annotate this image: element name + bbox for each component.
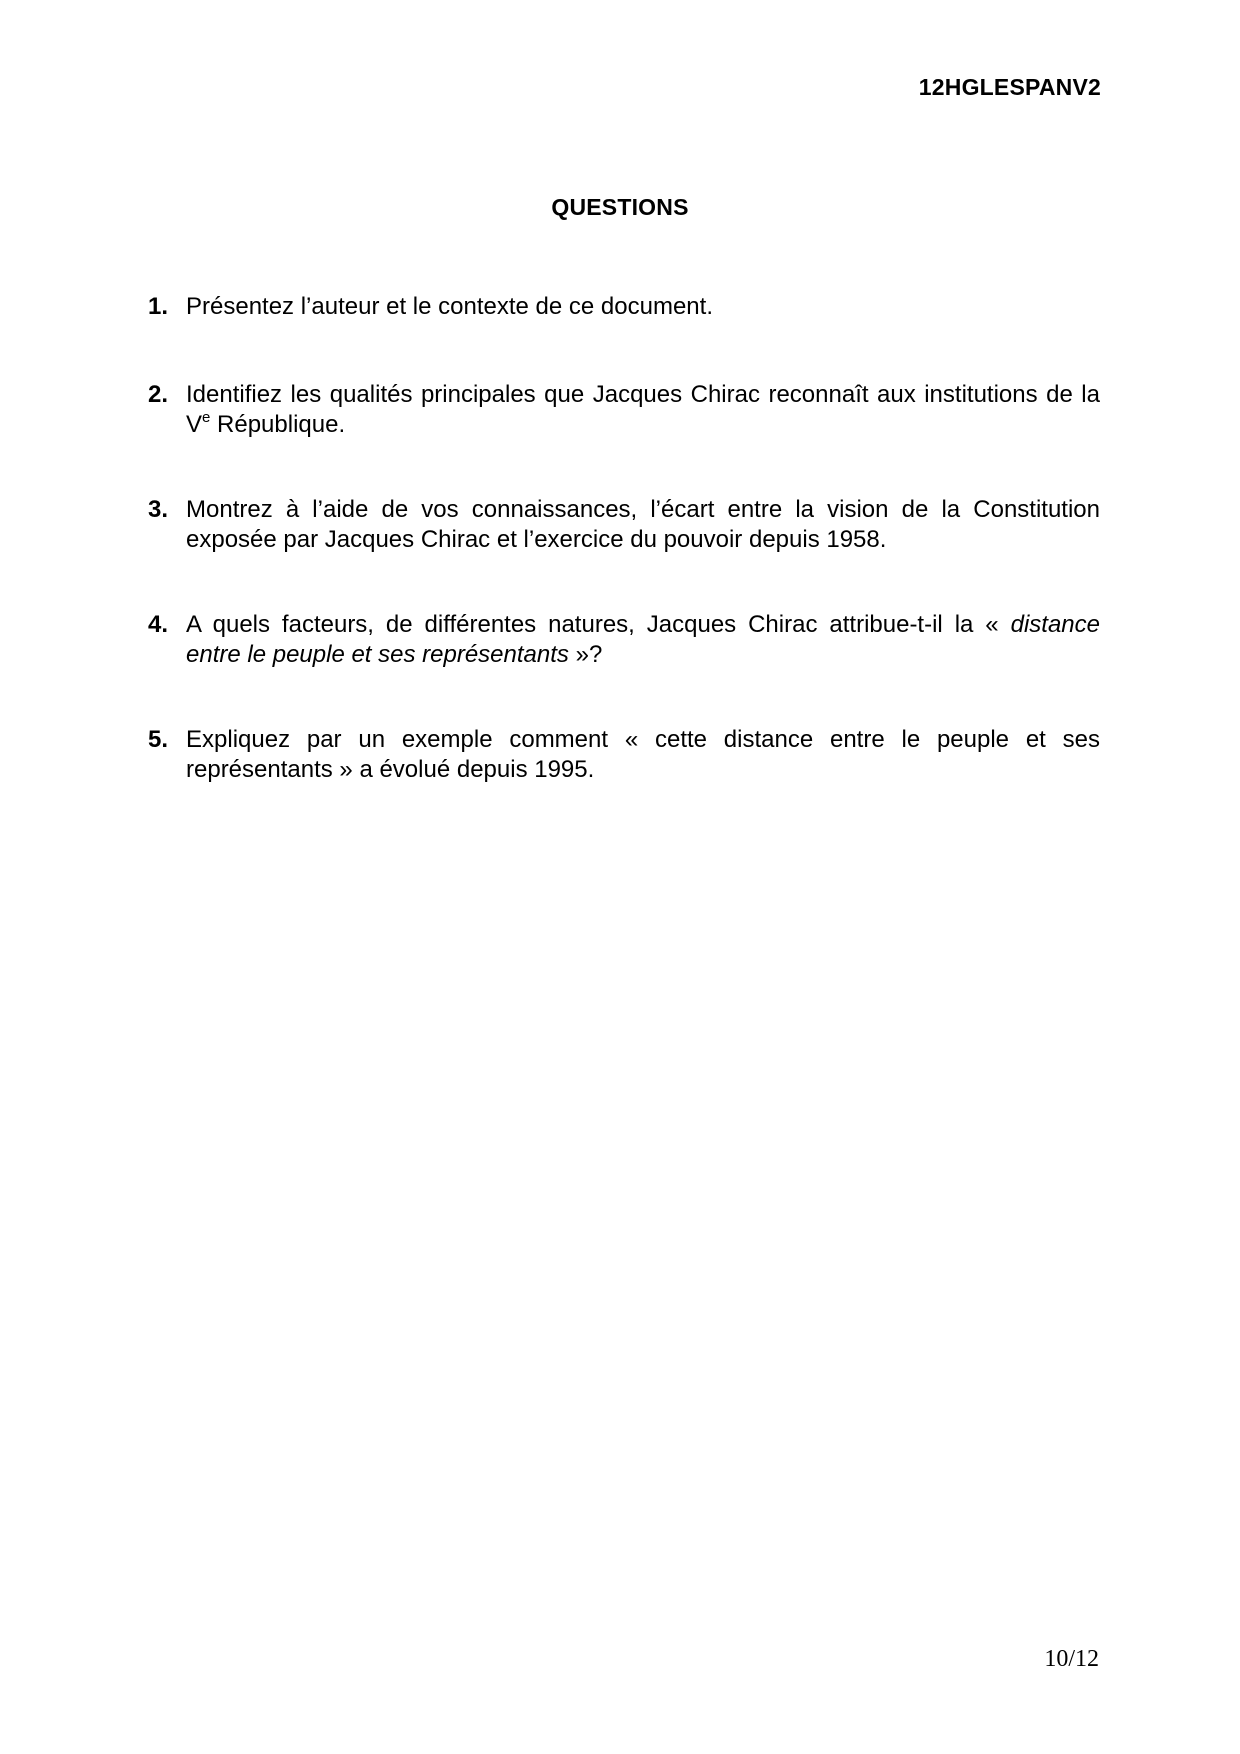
page-number: 10/12	[1044, 1646, 1099, 1672]
page-title: QUESTIONS	[551, 194, 689, 220]
question-1	[148, 292, 1100, 322]
question-5	[148, 725, 1100, 785]
question-3	[148, 495, 1100, 555]
question-2	[148, 380, 1100, 440]
question-number: 5.	[148, 726, 169, 753]
superscript: e	[202, 409, 211, 426]
question-text: Montrez à l’aide de vos connaissances, l’écart entre la vision de la Constitution exposée par Jacques Chirac et l’exercice du pouvoir depuis 1958.	[186, 496, 1100, 553]
question-text: A quels facteurs, de différentes natures, Jacques Chirac attribue-t-il la « distance entre le peuple et ses représentants »?	[186, 611, 1100, 668]
question-number: 3.	[148, 496, 169, 523]
question-text: Présentez l’auteur et le contexte de ce document.	[186, 293, 713, 320]
question-number: 4.	[148, 611, 169, 638]
document-code: 12HGLESPANV2	[918, 74, 1101, 100]
question-text: Expliquez par un exemple comment « cette distance entre le peuple et ses représentants » a évolué depuis 1995.	[186, 726, 1100, 783]
italic-quote: distance entre le peuple et ses représentants	[186, 611, 1100, 668]
question-number: 1.	[148, 293, 169, 320]
question-number: 2.	[148, 381, 169, 408]
question-text: Identifiez les qualités principales que Jacques Chirac reconnaît aux institutions de la Ve République.	[186, 381, 1100, 438]
question-4	[148, 610, 1100, 670]
